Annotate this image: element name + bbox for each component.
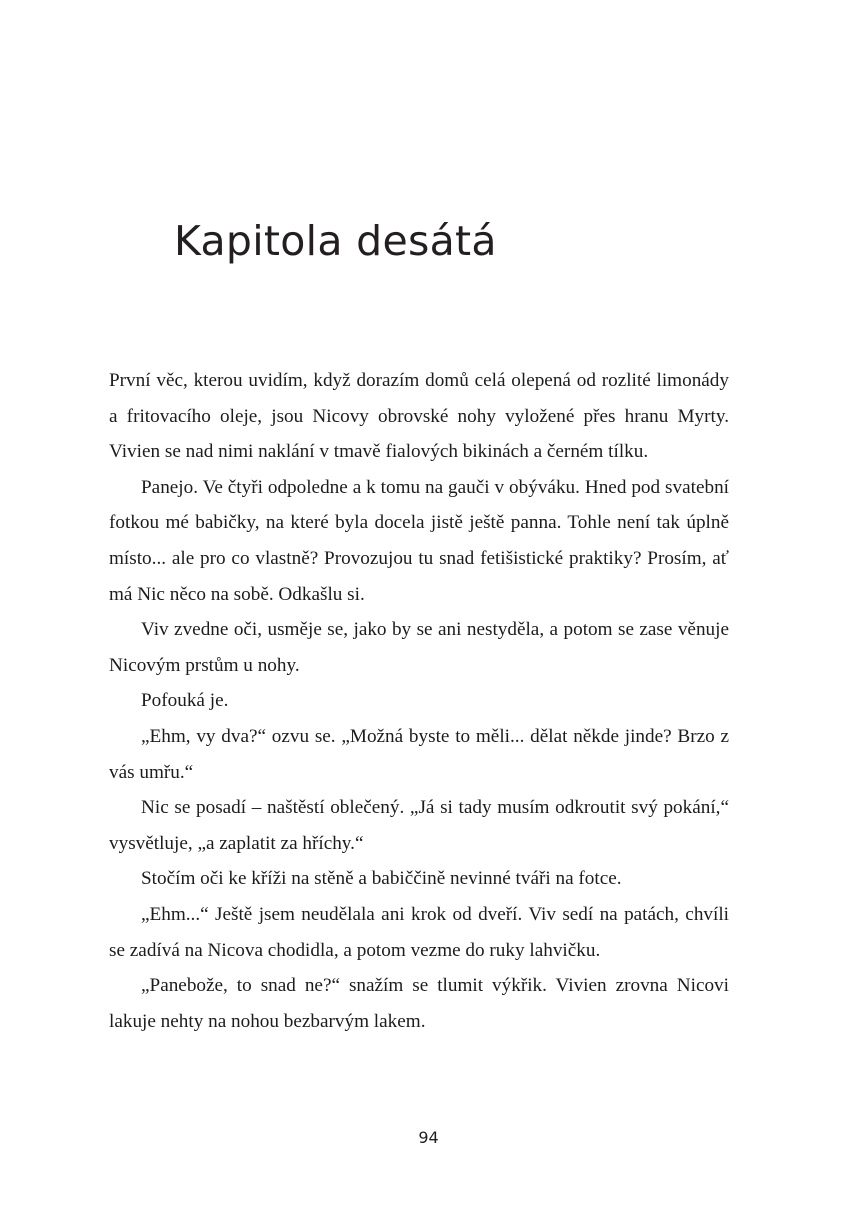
paragraph: „Ehm, vy dva?“ ozvu se. „Možná byste to měli... dělat někde jinde? Brzo z vás umřu.“ [109,725,729,783]
paragraph: Viv zvedne oči, usměje se, jako by se ani nestyděla, a potom se zase věnuje Nicovým prstům u nohy. [109,619,729,676]
paragraph: První věc, kterou uvidím, když dorazím domů celá olepená od rozlité limonády a fritovacího oleje, jsou Nicovy obrovské nohy vyložené přes hranu Myrty. Vivien se nad nimi naklání v tmavě fialových bikinách a černém tílku. [109,370,729,463]
body-text [109,363,729,1039]
paragraph: Pofouká je. [141,690,229,712]
paragraph: Stočím oči ke kříži na stěně a babiččině nevinné tváři na fotce. [141,868,622,890]
paragraph: „Panebože, to snad ne?“ snažím se tlumit výkřik. Vivien zrovna Nicovi lakuje nehty na nohou bezbarvým lakem. [109,975,729,1032]
page-number: 94 [418,1128,439,1147]
paragraph: Panejo. Ve čtyři odpoledne a k tomu na gauči v obýváku. Hned pod svatební fotkou mé babičky, na které byla docela jistě ještě panna. Tohle není tak úplně místo... ale pro co vlastně? Provozujou tu snad fetišistické praktiky? Prosím, ať má Nic něco na sobě. Odkašlu si. [109,476,729,605]
chapter-title: Kapitola desátá [174,217,497,266]
paragraph: Nic se posadí – naštěstí oblečený. „Já si tady musím odkroutit svý pokání,“ vysvětluje, „a zaplatit za hříchy.“ [109,797,729,854]
paragraph: „Ehm...“ Ještě jsem neudělala ani krok od dveří. Viv sedí na patách, chvíli se zadívá na Nicova chodidla, a potom vezme do ruky lahvičku. [109,903,729,961]
